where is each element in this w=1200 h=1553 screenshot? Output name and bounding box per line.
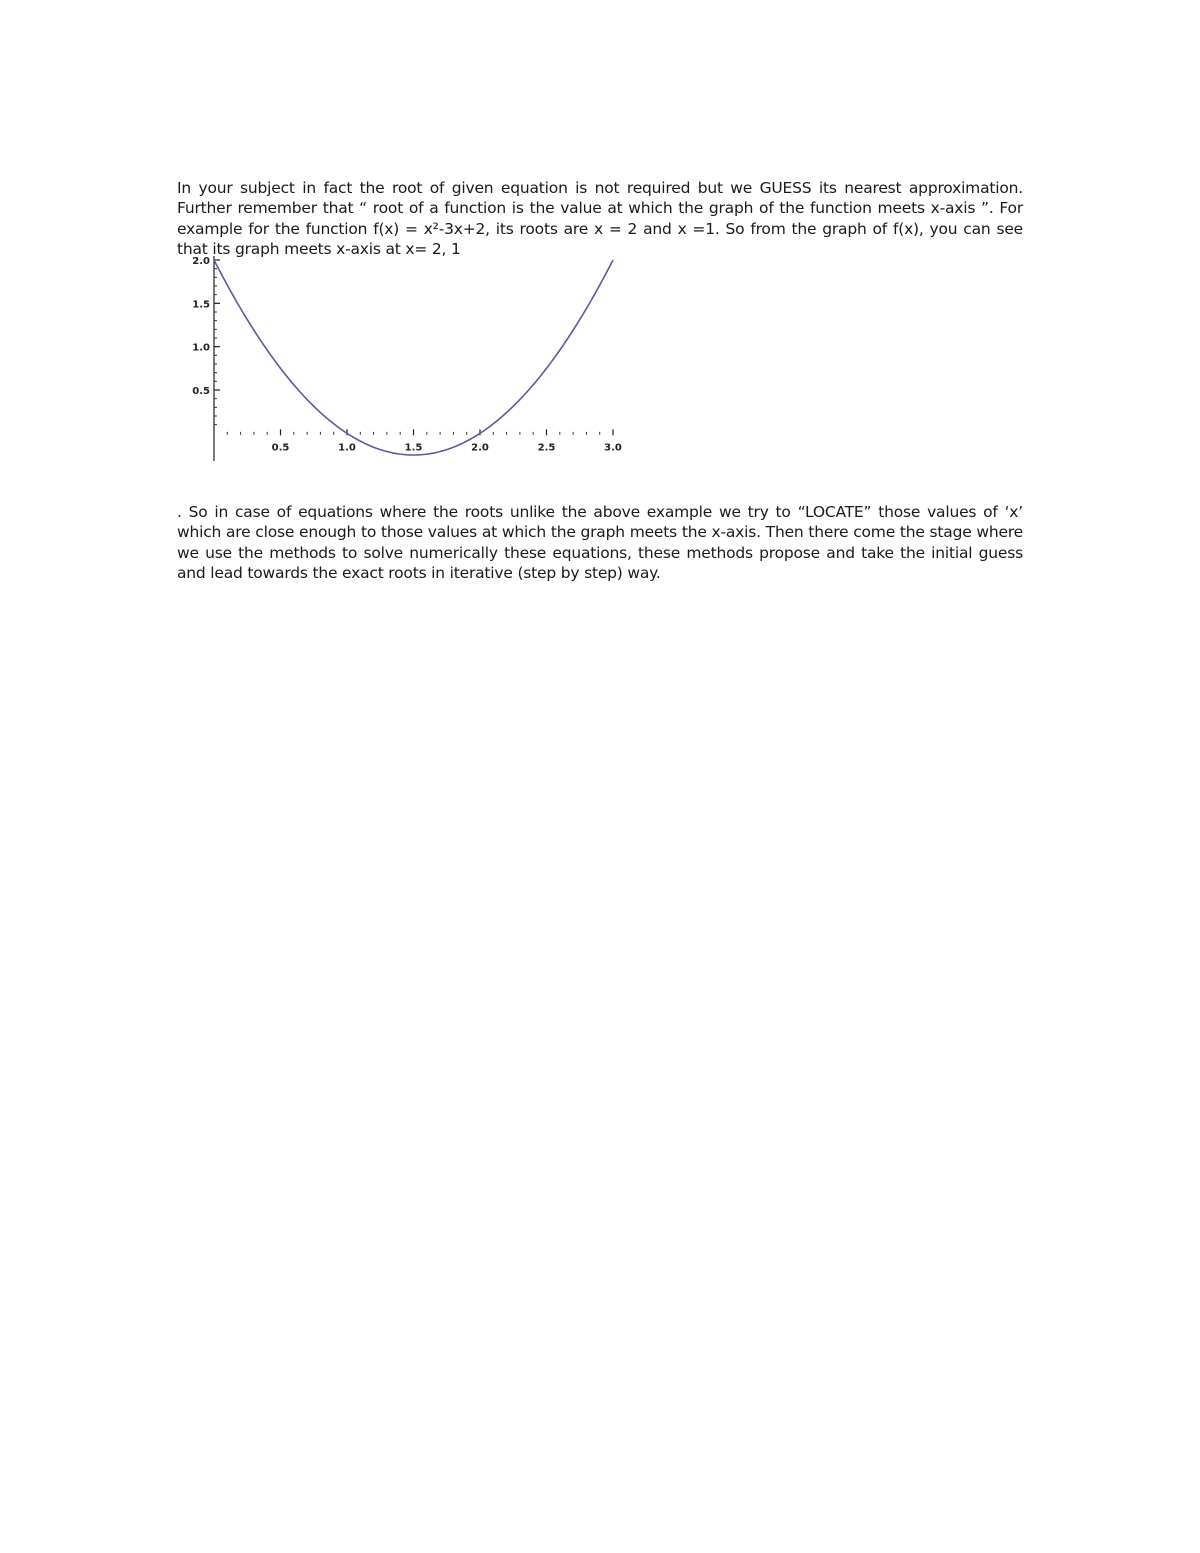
y-tick-label: 1.5	[192, 299, 210, 311]
paragraph-intro: In your subject in fact the root of given equation is not required but we GUESS its nearest approximation. Further remember that “ root of a function is the value at which the graph of the function meets x-axis ”. For example for the function f(x) = x²-3x+2, its roots are x = 2 and x =1. So from the graph of f(x), you can see that its graph meets x-axis at x= 2, 1	[177, 178, 1023, 259]
x-tick-label: 0.5	[271, 442, 290, 454]
x-tick-label: 1.5	[404, 442, 423, 454]
paragraph-explanation: . So in case of equations where the roots unlike the above example we try to “LOCATE” those values of ‘x’ which are close enough to those values at which the graph meets the x-axis. Then there come the stage where we use the methods to solve numerically these equations, these methods propose and take the initial guess and lead towards the exact roots in iterative (step by step) way.	[177, 502, 1023, 583]
x-tick-label: 1.0	[338, 442, 356, 454]
y-tick-label: 2.0	[192, 256, 210, 267]
x-tick-label: 2.5	[537, 442, 556, 454]
y-tick-label: 1.0	[192, 342, 210, 354]
curve-series	[214, 260, 613, 455]
y-tick-label: 0.5	[192, 386, 210, 397]
y-axis-ticks	[192, 256, 220, 425]
x-tick-label: 3.0	[604, 442, 622, 454]
function-graph	[180, 248, 640, 468]
x-tick-label: 2.0	[471, 442, 489, 454]
